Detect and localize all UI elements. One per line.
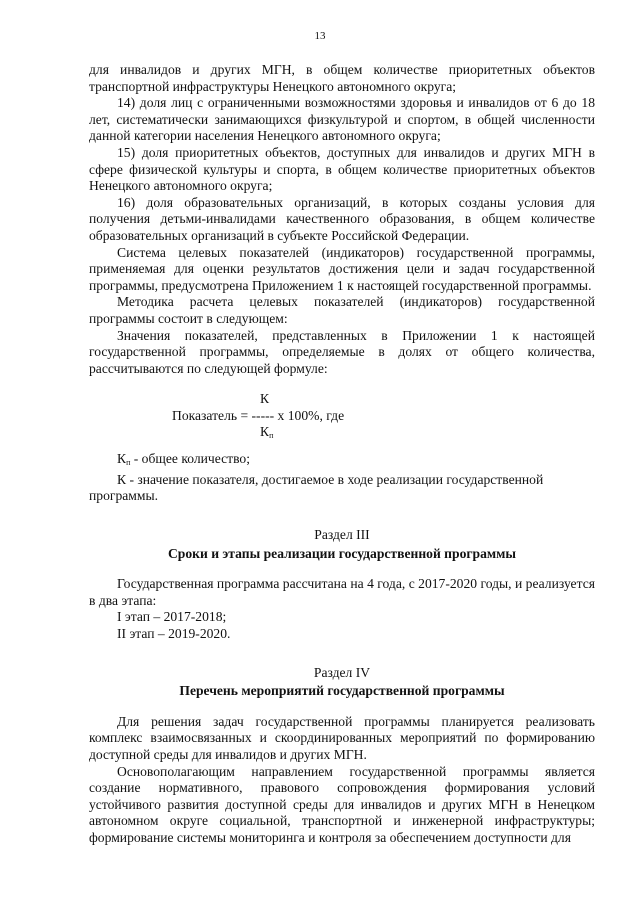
section-3-label: Раздел III [314, 527, 370, 543]
paragraph-methodology: Методика расчета целевых показателей (индикаторов) государственной программы состоит в следующем: [89, 294, 595, 326]
paragraph-item-15: 15) доля приоритетных объектов, доступных для инвалидов и других МГН в сфере физической культуры и спорта, в общем количестве приоритетных объектов Ненецкого автономного округа; [89, 144, 595, 194]
formula-numerator: К [260, 391, 270, 407]
section-4-paragraph-1: Для решения задач государственной программы планируется реализовать комплекс взаимосвязанных и скоординированных мероприятий по формированию доступной среды для инвалидов и других МГН. [89, 713, 595, 762]
definitions [89, 451, 595, 505]
paragraph-indicators-system: Система целевых показателей (индикаторов) государственной программы, применяемая для оценки результатов достижения цели и задач государственной программы, предусмотрена Приложением 1 к настоящей государственной программы. [89, 244, 595, 293]
formula [89, 381, 595, 443]
section-4-title: Перечень мероприятий государственной программы [179, 683, 505, 699]
paragraph-formula-intro: Значения показателей, представленных в Приложении 1 к настоящей государственной программы, определяемые в долях от общего количества, рассчитываются по следующей формуле: [89, 327, 595, 376]
section-4-label: Раздел IV [313, 664, 371, 680]
section-3-title: Сроки и этапы реализации государственной программы [167, 545, 517, 561]
paragraph: для инвалидов и других МГН, в общем количестве приоритетных объектов транспортной инфраструктуры Ненецкого автономного округа; [89, 62, 595, 94]
stage-2: II этап – 2019-2020. [117, 626, 231, 642]
section-3-intro: Государственная программа рассчитана на 4 года, с 2017-2020 годы, и реализуется в два этапа: [89, 576, 595, 608]
document-body [89, 62, 595, 847]
section-4-paragraph-2: Основополагающим направлением государственной программы является создание нормативного, правового сопровождения формирования условий устойчивого развития доступной среды для инвалидов и других МГН в Ненецком автономном округе социальной, транспортной и инженерной инфраструктуры; формирование системы мониторинга и контроля за обеспечением доступности для [89, 763, 595, 845]
paragraph-item-16: 16) доля образовательных организаций, в которых созданы условия для получения детьми-инвалидами качественного образования, в общем количестве образовательных организаций в субъекте Российской Федерации. [89, 194, 595, 243]
stage-1: I этап – 2017-2018; [117, 609, 227, 625]
formula-line: Показатель = ----- х 100%, где [172, 408, 345, 424]
definition-kn: $К_п$ - общее количество; [117, 451, 251, 468]
formula-denominator: $К_п$ [260, 424, 274, 441]
page-number: 13 [314, 30, 326, 42]
paragraph-item-14: 14) доля лиц с ограниченными возможностями здоровья и инвалидов от 6 до 18 лет, систематически занимающихся физкультурой и спортом, в общей численности данной категории населения Ненецкого автономного округа; [89, 95, 595, 144]
definition-k: К - значение показателя, достигаемое в ходе реализации государственной программы. [89, 471, 544, 504]
